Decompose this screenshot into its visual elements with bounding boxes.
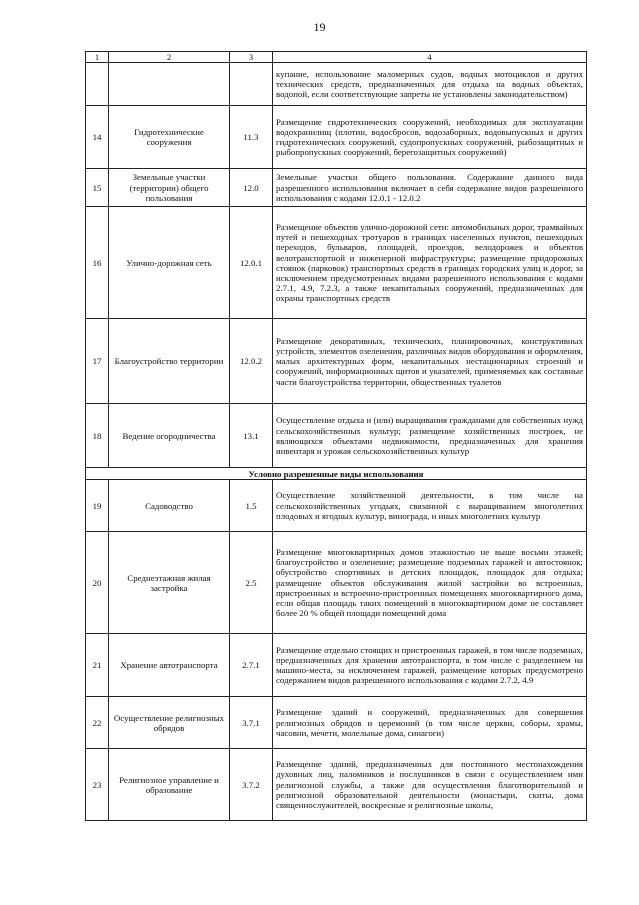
row-number: 15 <box>86 169 109 207</box>
use-code: 3.7.1 <box>230 697 273 749</box>
use-name: Земельные участки (территории) общего пользования <box>109 169 230 207</box>
row-number: 19 <box>86 480 109 532</box>
use-code: 12.0.1 <box>230 207 273 319</box>
use-code: 11.3 <box>230 106 273 169</box>
use-code: 12.0.2 <box>230 319 273 404</box>
use-name: Религиозное управление и образование <box>109 749 230 821</box>
use-description: Размещение зданий, предназначенных для постоянного местонахождения духовных лиц, паломников и послушников в связи с осуществлением ими религиозной службы, а также для осуществления благотворительной и религиозной образовательной деятельности (монастыри, скиты, дома священнослужителей, воскресные и религиозные школы, <box>273 749 587 821</box>
row-number: 14 <box>86 106 109 169</box>
use-name: Благоустройство территории <box>109 319 230 404</box>
table-row <box>86 207 587 319</box>
use-code: 3.7.2 <box>230 749 273 821</box>
table-row <box>86 63 587 106</box>
use-name: Улично-дорожная сеть <box>109 207 230 319</box>
table-row <box>86 319 587 404</box>
use-code: 2.5 <box>230 532 273 634</box>
table-row <box>86 697 587 749</box>
use-code: 2.7.1 <box>230 634 273 697</box>
header-cell: 3 <box>230 52 273 63</box>
page-number: 19 <box>313 20 326 34</box>
row-number: 23 <box>86 749 109 821</box>
use-description: Размещение гидротехнических сооружений, необходимых для эксплуатации водохранилищ (плотин, водосбросов, водозаборных, водовыпускных и других гидротехнических сооружений, судопропускных сооружений, рыбозащитных и рыбопропускных сооружений, берегозащитных сооружений) <box>273 106 587 169</box>
use-code: 12.0 <box>230 169 273 207</box>
row-number: 17 <box>86 319 109 404</box>
table-header-row <box>86 52 587 63</box>
table-row <box>86 404 587 468</box>
use-description: купание, использование маломерных судов, водных мотоциклов и других технических средств, предназначенных для отдыха на водных объектах, водопой, если соответствующие запреты не установлены законодательством) <box>273 63 587 106</box>
use-description: Осуществление отдыха и (или) выращивания гражданами для собственных нужд сельскохозяйственных культур; размещение хозяйственных построек, не являющихся объектами недвижимости, предназначенных для хранения инвентаря и урожая сельскохозяйственных культур <box>273 404 587 468</box>
row-number: 18 <box>86 404 109 468</box>
use-code: 13.1 <box>230 404 273 468</box>
use-name: Гидротехнические сооружения <box>109 106 230 169</box>
use-code <box>230 63 273 106</box>
header-cell: 4 <box>273 52 587 63</box>
header-cell: 2 <box>109 52 230 63</box>
table-row <box>86 634 587 697</box>
section-header-row <box>86 468 587 480</box>
table-row <box>86 749 587 821</box>
row-number: 22 <box>86 697 109 749</box>
use-description: Размещение декоративных, технических, планировочных, конструктивных устройств, элементов озеленения, различных видов оборудования и оформления, малых архитектурных форм, некапитальных нестационарных строений и сооружений, информационных щитов и указателей, применяемых как составные части благоустройства территории, общественных туалетов <box>273 319 587 404</box>
use-name: Хранение автотранспорта <box>109 634 230 697</box>
header-cell: 1 <box>86 52 109 63</box>
use-description: Осуществление хозяйственной деятельности, в том числе на сельскохозяйственных угодьях, связанной с выращиванием многолетних плодовых и ягодных культур, винограда, и иных многолетних культур <box>273 480 587 532</box>
row-number <box>86 63 109 106</box>
use-description: Размещение многоквартирных домов этажностью не выше восьми этажей; благоустройство и озеленение; размещение подземных гаражей и автостоянок; обустройство спортивных и детских площадок, площадок для отдыха; размещение объектов обслуживания жилой застройки во встроенных, пристроенных и встроенно-пристроенных помещениях многоквартирного дома, если общая площадь таких помещений в многоквартирном доме не составляет более 20 % общей площади помещений дома <box>273 532 587 634</box>
row-number: 16 <box>86 207 109 319</box>
section-title: Условно разрешенные виды использования <box>86 468 587 480</box>
table-row <box>86 106 587 169</box>
use-description: Земельные участки общего пользования. Содержание данного вида разрешенного использования включает в себя содержание видов разрешенного использования с кодами 12.0.1 - 12.0.2 <box>273 169 587 207</box>
row-number: 21 <box>86 634 109 697</box>
use-name: Ведение огородничества <box>109 404 230 468</box>
use-name <box>109 63 230 106</box>
row-number: 20 <box>86 532 109 634</box>
use-code: 1.5 <box>230 480 273 532</box>
use-name: Садоводство <box>109 480 230 532</box>
table-row <box>86 480 587 532</box>
use-name: Осуществление религиозных обрядов <box>109 697 230 749</box>
land-use-table <box>85 51 587 821</box>
use-description: Размещение зданий и сооружений, предназначенных для совершения религиозных обрядов и церемоний (в том числе церкви, соборы, храмы, часовни, мечети, молельные дома, синагоги) <box>273 697 587 749</box>
use-name: Среднеэтажная жилая застройка <box>109 532 230 634</box>
table-row <box>86 169 587 207</box>
table-row <box>86 532 587 634</box>
use-description: Размещение объектов улично-дорожной сети: автомобильных дорог, трамвайных путей и пешеходных тротуаров в границах населенных пунктов, пешеходных переходов, бульваров, площадей, проездов, велодорожек и объектов велотранспортной и инженерной инфраструктуры; размещение придорожных стоянок (парковок) транспортных средств в границах городских улиц и дорог, за исключением предусмотренных видами разрешенного использования с кодами 2.7.1, 4.9, 7.2.3, а также некапитальных сооружений, предназначенных для охраны транспортных средств <box>273 207 587 319</box>
use-description: Размещение отдельно стоящих и пристроенных гаражей, в том числе подземных, предназначенных для хранения автотранспорта, в том числе с разделением на машино-места, за исключением гаражей, размещение которых предусмотрено содержанием видов разрешенного использования с кодами 2.7.2, 4.9 <box>273 634 587 697</box>
